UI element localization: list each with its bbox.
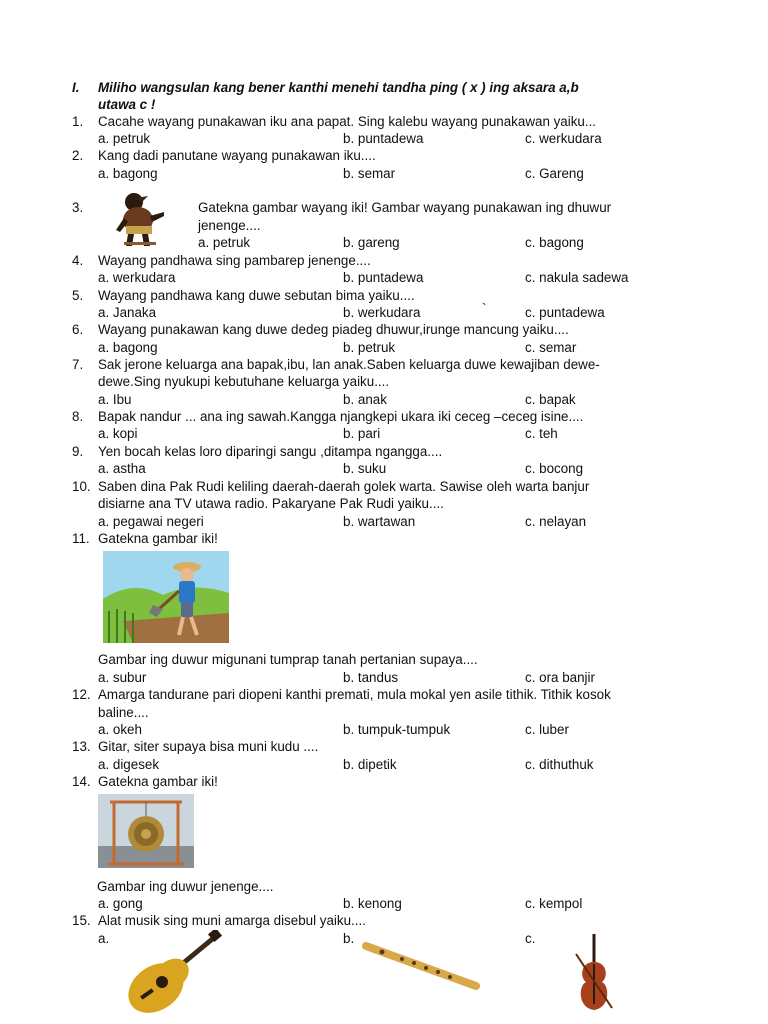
option-b: b. (343, 931, 355, 946)
option-b: b. kenong (343, 896, 402, 911)
question-number: 1. (72, 114, 84, 129)
wayang-puppet-image (112, 190, 168, 248)
option-c: c. bocong (525, 461, 584, 476)
question-text: Cacahe wayang punakawan iku ana papat. Sing kalebu wayang punakawan yaiku... (98, 114, 597, 129)
question-text: Bapak nandur ... ana ing sawah.Kangga njangkepi ukara iki ceceg –ceceg isine.... (98, 409, 584, 424)
question-number: 12. (72, 687, 91, 702)
option-b: b. anak (343, 392, 387, 407)
question-number: 2. (72, 148, 84, 163)
section-title-line-1: Miliho wangsulan kang bener kanthi menehi tandha ping ( x ) ing aksara a,b (98, 80, 579, 95)
question-followup-text: Gambar ing duwur migunani tumprap tanah pertanian supaya.... (98, 652, 478, 667)
option-a: a. gong (98, 896, 143, 911)
gong-image (98, 794, 194, 868)
option-c: c. bapak (525, 392, 576, 407)
option-a: a. petruk (198, 235, 251, 250)
option-b: b. tumpuk-tumpuk (343, 722, 451, 737)
question-text: baline.... (98, 705, 149, 720)
question-text: Kang dadi panutane wayang punakawan iku.... (98, 148, 376, 163)
section-title-line-2: utawa c ! (98, 97, 156, 112)
question-number: 9. (72, 444, 84, 459)
option-a: a. subur (98, 670, 147, 685)
question-text: Amarga tandurane pari diopeni kanthi premati, mula mokal yen asile tithik. Tithik kosok (98, 687, 611, 702)
option-a: a. kopi (98, 426, 138, 441)
option-b: b. semar (343, 166, 396, 181)
option-a: a. digesek (98, 757, 160, 772)
question-text: Gatekna gambar iki! (98, 531, 218, 546)
option-c: c. Gareng (525, 166, 584, 181)
option-b: b. suku (343, 461, 387, 476)
question-text: dewe.Sing nyukupi kebutuhane keluarga yaiku.... (98, 374, 390, 389)
option-c: c. nelayan (525, 514, 587, 529)
option-c: c. dithuthuk (525, 757, 594, 772)
question-number: 3. (72, 200, 84, 215)
question-text: Wayang pandhawa sing pambarep jenenge.... (98, 253, 371, 268)
option-a: a. bagong (98, 166, 158, 181)
flute-image (362, 942, 480, 990)
option-b: b. petruk (343, 340, 396, 355)
question-text: Wayang pandhawa kang duwe sebutan bima yaiku.... (98, 288, 415, 303)
option-c: c. bagong (525, 235, 584, 250)
option-b: b. wartawan (343, 514, 416, 529)
option-c: c. semar (525, 340, 577, 355)
question-number: 14. (72, 774, 91, 789)
option-a: a. werkudara (98, 270, 176, 285)
option-b: b. puntadewa (343, 270, 424, 285)
option-a: a. astha (98, 461, 146, 476)
question-number: 7. (72, 357, 84, 372)
section-number: I. (72, 80, 80, 95)
question-followup-text: Gambar ing duwur jenenge.... (97, 879, 274, 894)
question-number: 4. (72, 253, 84, 268)
option-c: c. kempol (525, 896, 583, 911)
option-c: c. ora banjir (525, 670, 595, 685)
option-a: a. Ibu (98, 392, 132, 407)
option-a: a. bagong (98, 340, 158, 355)
violin-image (572, 934, 616, 1014)
option-a: a. petruk (98, 131, 151, 146)
question-number: 10. (72, 479, 91, 494)
option-a: a. Janaka (98, 305, 157, 320)
question-number: 11. (72, 531, 90, 546)
option-c: c. luber (525, 722, 569, 737)
question-text: Saben dina Pak Rudi keliling daerah-daerah golek warta. Sawise oleh warta banjur (98, 479, 590, 494)
option-c: c. teh (525, 426, 558, 441)
option-a: a. pegawai negeri (98, 514, 204, 529)
question-number: 6. (72, 322, 84, 337)
question-number: 8. (72, 409, 84, 424)
option-a: a. okeh (98, 722, 142, 737)
option-b: b. puntadewa (343, 131, 424, 146)
question-number: 15. (72, 913, 91, 928)
option-c: c. nakula sadewa (525, 270, 629, 285)
option-c: c. werkudara (525, 131, 602, 146)
stray-mark: ` (482, 301, 487, 316)
question-number: 13. (72, 739, 91, 754)
option-b: b. dipetik (343, 757, 397, 772)
option-b: b. tandus (343, 670, 399, 685)
option-b: b. werkudara (343, 305, 421, 320)
question-text: Gitar, siter supaya bisa muni kudu .... (98, 739, 319, 754)
question-text: Alat musik sing muni amarga disebul yaiku.... (98, 913, 366, 928)
question-text: Wayang punakawan kang duwe dedeg piadeg dhuwur,irunge mancung yaiku.... (98, 322, 569, 337)
option-c: c. puntadewa (525, 305, 605, 320)
question-text: disiarne ana TV utawa radio. Pakaryane Pak Rudi yaiku.... (98, 496, 444, 511)
question-text: Sak jerone keluarga ana bapak,ibu, lan anak.Saben keluarga duwe kewajiban dewe- (98, 357, 600, 372)
guitar-image (118, 930, 224, 1016)
question-text: Gatekna gambar wayang iki! Gambar wayang punakawan ing dhuwur (198, 200, 612, 215)
question-number: 5. (72, 288, 84, 303)
option-a: a. (98, 931, 110, 946)
option-b: b. gareng (343, 235, 400, 250)
farmer-hoeing-image (103, 551, 229, 643)
question-text: Yen bocah kelas loro diparingi sangu ,ditampa ngangga.... (98, 444, 443, 459)
option-b: b. pari (343, 426, 381, 441)
question-text: jenenge.... (198, 218, 261, 233)
question-text: Gatekna gambar iki! (98, 774, 218, 789)
option-c: c. (525, 931, 536, 946)
